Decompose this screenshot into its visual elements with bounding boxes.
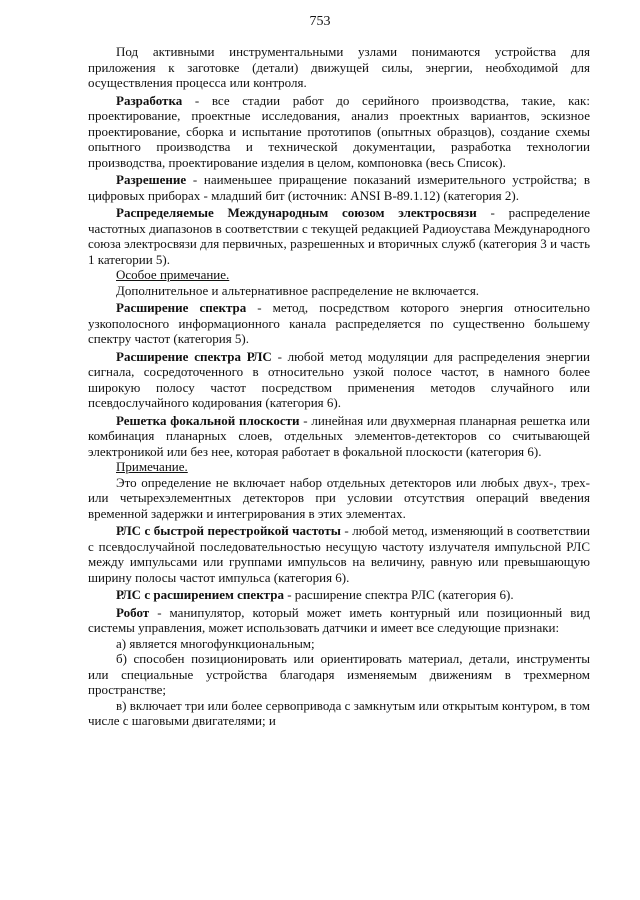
list-item-text: б) способен позиционировать или ориентировать материал, детали, инструменты или специальные устройства благодаря изменяемым движениям в трехмерном пространстве; bbox=[88, 651, 590, 697]
definition-text: - все стадии работ до серийного производства, такие, как: проектирование, проектные исследования, анализ проектных вариантов, эскизное проектирование, сборка и испытание прототипов (опытных образцов), создание схемы опытного производства и технической документации, разработка технологии производства, проектирование изделия в целом, компоновка (весь Список). bbox=[88, 92, 590, 170]
definition-text: - линейная или двухмерная планарная решетка или комбинация планарных слоев, отдельных элементов-детекторов со считывающей электроникой или без нее, которая работает в фокальной плоскости (категория 6). bbox=[88, 412, 590, 459]
paragraph bbox=[88, 475, 590, 522]
page-number: 753 bbox=[309, 14, 331, 29]
definition-focal-plane-array bbox=[88, 413, 590, 460]
definition-text: - любой метод, изменяющий в соответствии с псевдослучайной последовательностью несущую частоту излучателя импульсной РЛС между импульсами или группами импульсов на величину, равную или превышающую ширину полосы частот импульса (категория 6). bbox=[88, 523, 591, 585]
definition-razreshenie bbox=[88, 172, 590, 203]
list-item bbox=[88, 636, 590, 652]
definition-spread-spectrum-radar bbox=[88, 587, 590, 603]
term: Расширение спектра bbox=[116, 300, 247, 315]
term: РЛС с быстрой перестройкой частоты bbox=[116, 523, 341, 538]
term: Решетка фокальной плоскости bbox=[116, 412, 300, 428]
definition-robot bbox=[88, 605, 590, 636]
definition-text: - расширение спектра РЛС (категория 6). bbox=[283, 587, 514, 602]
term: РЛС с расширением спектра bbox=[116, 587, 284, 602]
list-item-text: в) включает три или более сервопривода с замкнутым или открытым контуром, в том числе с шаговыми двигателями; и bbox=[88, 697, 590, 728]
paragraph-text: Это определение не включает набор отдельных детекторов или любых двух-, трех- или четырехэлементных детекторов при условии отсутствия операций введения временной задержки и интегрирования в этих элементах. bbox=[88, 474, 590, 521]
term: Разрешение bbox=[116, 172, 187, 187]
definition-text: - любой метод модуляции для распределения энергии сигнала, сосредоточенного в относительно узкой полосе частот, в намного более широкую полосу частот посредством применения методов случайного или псевдослучайного кодирования (категория 6). bbox=[88, 348, 591, 410]
list-item-text: а) является многофункциональным; bbox=[116, 635, 315, 651]
definition-itu-allocation bbox=[88, 205, 590, 267]
definition-razrabotka bbox=[88, 93, 590, 171]
note-heading: Примечание. bbox=[116, 459, 188, 474]
special-note-heading: Особое примечание. bbox=[116, 267, 230, 282]
term: Разработка bbox=[116, 92, 183, 108]
paragraph bbox=[88, 44, 590, 91]
text-body bbox=[88, 44, 590, 729]
list-item bbox=[88, 651, 590, 698]
definition-text: - наименьшее приращение показаний измерительного устройства; в цифровых приборах - младший бит (источник: ANSI B-89.1.12) (категория 2). bbox=[88, 172, 590, 203]
definition-text: - распределение частотных диапазонов в соответствии с текущей редакцией Радиоустава Международного союза электросвязи для первичных, разрешенных и вторичных служб (категория 3 и часть 1 категории 5). bbox=[88, 205, 590, 267]
term: Робот bbox=[116, 604, 150, 620]
term: Распределяемые Международным союзом электросвязи bbox=[116, 205, 477, 220]
paragraph bbox=[88, 283, 590, 299]
definition-radar-spread-spectrum bbox=[88, 349, 590, 411]
definition-text: - метод, посредством которого энергия относительно узкополосного информационного канала распределяется по существенно большему спектру частот (категория 5). bbox=[88, 300, 590, 346]
paragraph-text: Дополнительное и альтернативное распределение не включается. bbox=[116, 282, 480, 298]
definition-text: - манипулятор, который может иметь контурный или позиционный вид системы управления, может использовать датчики и имеет все следующие признаки: bbox=[88, 604, 590, 635]
term: Расширение спектра РЛС bbox=[116, 348, 272, 364]
paragraph-text: Под активными инструментальными узлами понимаются устройства для приложения к заготовке (детали) движущей силы, энергии, необходимой для осуществления процесса или контроля. bbox=[88, 44, 590, 90]
definition-spread-spectrum bbox=[88, 300, 590, 347]
definition-frequency-agile-radar bbox=[88, 523, 590, 585]
list-item bbox=[88, 698, 590, 729]
